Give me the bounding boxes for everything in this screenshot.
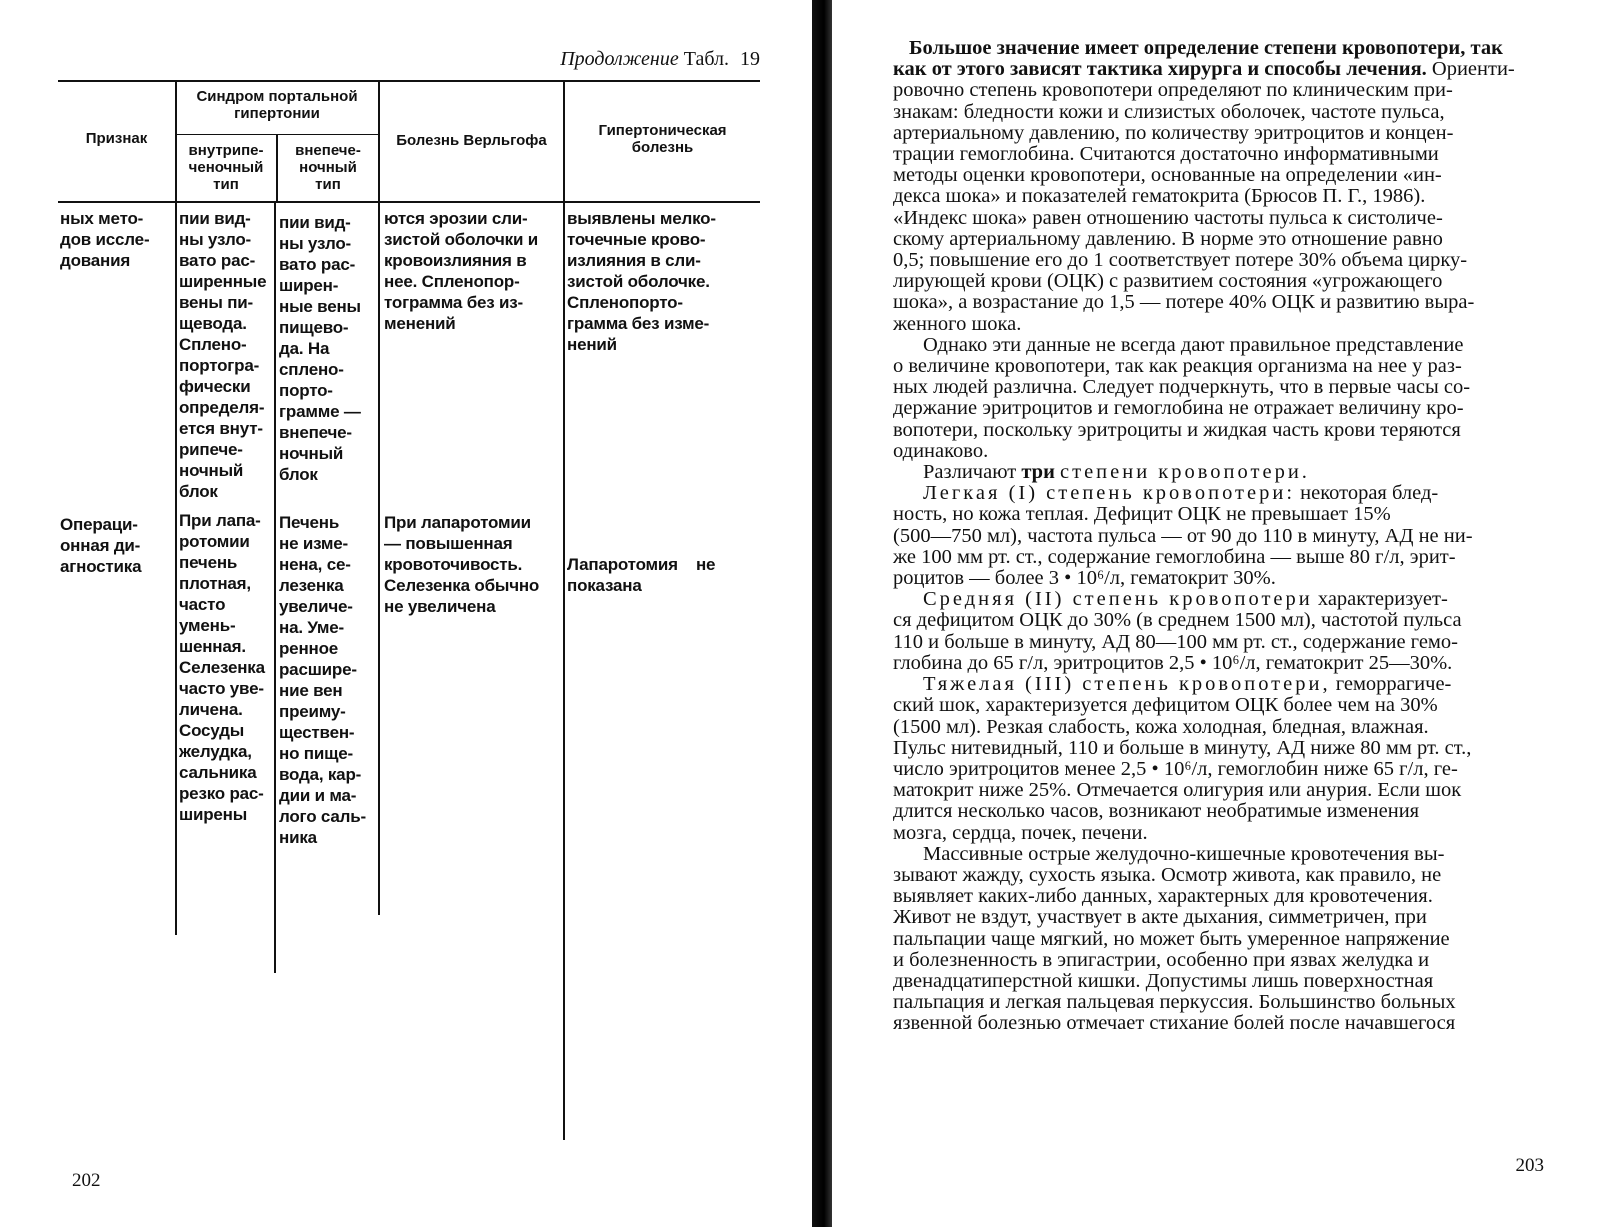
book-gutter (812, 0, 832, 1227)
header-hypertension: Гипертоническая болезнь (598, 122, 727, 156)
table-number: 19 (740, 48, 760, 70)
table-continuation-caption (560, 48, 760, 71)
row2-sign: Операци- онная ди- агностика (60, 515, 142, 576)
row2-extrahepatic: Печень не изме- нена, се- лезенка увеличе- на. Уме- ренное расшире- ние вен преиму- ществен- но пище- вода, кар- дии и ма- лого саль- ника (279, 513, 366, 847)
right-page (893, 38, 1593, 1035)
row2-werlhof: При лапаротомии — повышенная кровоточивость. Селезенка обычно не увеличена (384, 513, 540, 616)
row1-extrahepatic: пии вид- ны узло- вато рас- ширен- ные вены пищево- да. На сплено- порто- грамме — внепече- ночный блок (279, 213, 361, 484)
paragraph-blood-loss-intro: Большое значение имеет определение степени кровопотери, так как от этого зависят тактика хирурга и способы лечения. Ориенти- ровочно степень кровопотери определяют по клиническим при- знакам: бледности кожи и слизистых оболочек, частоте пульса, артериальному давлению, по количеству эритроцитов и концен- трации гемоглобина. Считаются достаточно информативными методы оценки кровопотери, основанные на определении «ин- декса шока» и показателей гематокрита (Брюсов П. Г., 1986). «Индекс шока» равен отношению частоты пульса к систоличе- скому артериальному давлению. В норме это отношение равно 0,5; повышение его до 1 соответствует потере 30% объема цирку- лирующей крови (ОЦК) с развитием состояния «угрожающего шока», а возрастание до 1,5 — потере 40% ОЦК и развитию выра- женного шока. (893, 37, 1515, 335)
header-extrahepatic: внепече- ночный тип (295, 142, 361, 193)
paragraph-data-limitations: Однако эти данные не всегда дают правильное представление о величине кровопотери, так как реакция организма на нее у раз- ных людей различна. Следует подчеркнуть, что в первые часы со- держание эритроцитов и гемоглобина не отражает величину кро- вопотери, поскольку эритроциты и жидкая часть крови теряются одинаково. (893, 333, 1471, 462)
header-werlhof: Болезнь Верльгофа (396, 132, 547, 149)
paragraph-moderate-degree: Средняя (II) степень кровопотери характеризует- ся дефицитом ОЦК до 30% (в среднем 1500 мл), частотой пульса 110 и больше в минуту, АД 80—100 мм рт. ст., содержание гемо- глобина до 65 г/л, эритроцитов 2,5 • 10⁶/л, гематокрит 25—30%. (893, 588, 1462, 674)
row1-werlhof: ются эрозии сли- зистой оболочки и кровоизлияния в нее. Спленопор- тограмма без из- менений (384, 209, 538, 333)
paragraph-mild-degree: Легкая (I) степень кровопотери: некоторая блед- ность, но кожа теплая. Дефицит ОЦК не превышает 15% (500—750 мл), частота пульса — от 90 до 110 в минуту, АД не ни- же 100 мм рт. ст., содержание гемоглобина — выше 80 г/л, эрит- роцитов — более 3 • 10⁶/л, гематокрит 30%. (893, 482, 1473, 590)
page-number-left: 202 (72, 1170, 101, 1191)
page-number-right: 203 (1515, 1155, 1544, 1176)
paragraph-massive-bleeding: Массивные острые желудочно-кишечные кровотечения вы- зывают жажду, сухость языка. Осмотр живота, как правило, не выявляет каких-либо данных, характерных для кровотечения. Живот не вздут, участвует в акте дыхания, симметричен, при пальпации чаще мягкий, но может быть умеренное напряжение и болезненность в эпигастрии, особенно при язвах желудка и двенадцатиперстной кишки. Допустимы лишь поверхностная пальпация и легкая пальцевая перкуссия. Большинство больных язвенной болезнью отмечает стихание болей после начавшегося (893, 842, 1456, 1035)
header-sign: Признак (85, 130, 148, 147)
row2-hypertension: Лапаротомия не показана (567, 555, 716, 595)
row1-intrahepatic: пии вид- ны узло- вато рас- ширенные вены пи- щевода. Сплено- портогра- фически определя- ется внут- рипече- ночный блок (179, 209, 267, 501)
row1-sign: ных мето- дов иссле- дования (60, 209, 150, 270)
continuation-word: Продолжение (560, 48, 679, 70)
symptom-table (58, 80, 760, 935)
header-portal-hypertension: Синдром портальной гипертонии (196, 88, 358, 122)
row2-intrahepatic: При лапа- ротомии печень плотная, часто умень- шенная. Селезенка часто уве- личена. Сосуды желудка, сальника резко рас- ширены (179, 511, 265, 824)
row1-hypertension: выявлены мелко- точечные крово- излияния в сли- зистой оболочке. Спленопорто- грамма без изме- нений (567, 209, 716, 354)
table-label: Табл. (683, 48, 729, 70)
paragraph-three-degrees: Различают три степени кровопотери. (923, 461, 1310, 484)
paragraph-severe-degree: Тяжелая (III) степень кровопотери, геморрагиче- ский шок, характеризуется дефицитом ОЦК более чем на 30% (1500 мл). Резкая слабость, кожа холодная, бледная, влажная. Пульс нитевидный, 110 и больше в минуту, АД ниже 80 мм рт. ст., число эритроцитов менее 2,5 • 10⁶/л, гемоглобин ниже 65 г/л, ге- матокрит ниже 25%. Отмечается олигурия или анурия. Если шок длится несколько часов, возникают необратимые изменения мозга, сердца, почек, печени. (893, 673, 1472, 844)
header-intrahepatic: внутрипе- ченочный тип (188, 142, 264, 193)
